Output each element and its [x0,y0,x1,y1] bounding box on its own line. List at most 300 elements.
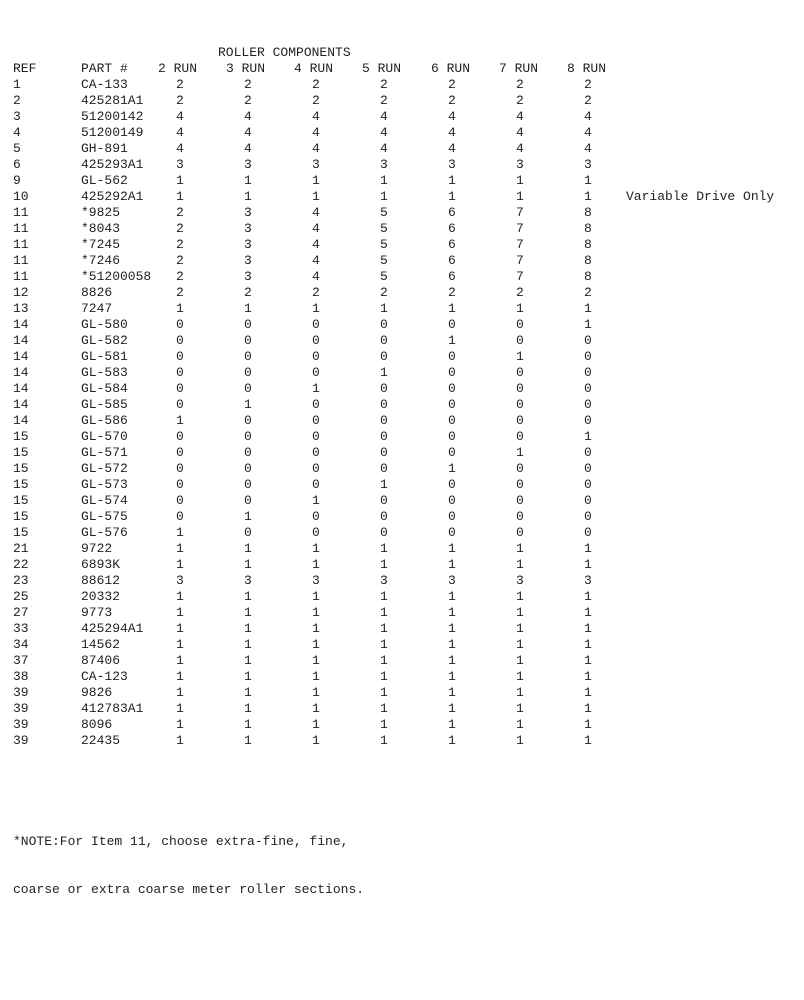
qty-cell-run-8: 8 [584,205,592,220]
qty-cell-run-6: 0 [448,365,456,380]
part-number-cell: GL-582 [81,333,128,348]
part-number-cell: GL-576 [81,525,128,540]
table-row [0,525,804,541]
qty-cell-run-7: 2 [516,285,524,300]
qty-cell-run-5: 1 [380,669,388,684]
qty-cell-run-6: 0 [448,445,456,460]
ref-cell: 37 [13,653,29,668]
qty-cell-run-4: 1 [312,301,320,316]
qty-cell-run-6: 0 [448,509,456,524]
qty-cell-run-6: 6 [448,205,456,220]
qty-cell-run-7: 4 [516,125,524,140]
ref-cell: 2 [13,93,21,108]
qty-cell-run-7: 7 [516,253,524,268]
qty-cell-run-2: 1 [176,557,184,572]
qty-cell-run-6: 1 [448,701,456,716]
qty-cell-run-2: 2 [176,269,184,284]
qty-cell-run-7: 0 [516,381,524,396]
qty-cell-run-3: 1 [244,301,252,316]
table-row [0,141,804,157]
ref-cell: 14 [13,413,29,428]
qty-cell-run-4: 0 [312,317,320,332]
qty-cell-run-5: 5 [380,269,388,284]
qty-cell-run-4: 2 [312,77,320,92]
qty-cell-run-8: 0 [584,525,592,540]
qty-cell-run-2: 1 [176,669,184,684]
qty-cell-run-8: 0 [584,365,592,380]
qty-cell-run-5: 1 [380,557,388,572]
qty-cell-run-6: 0 [448,525,456,540]
ref-cell: 6 [13,157,21,172]
part-number-cell: *51200058 [81,269,152,284]
part-number-cell: GL-581 [81,349,128,364]
qty-cell-run-7: 0 [516,317,524,332]
part-number-cell: 425292A1 [81,189,144,204]
qty-cell-run-5: 1 [380,733,388,748]
qty-cell-run-7: 0 [516,461,524,476]
qty-cell-run-7: 0 [516,509,524,524]
header-run-5: 5 RUN [362,61,402,76]
qty-cell-run-5: 2 [380,93,388,108]
qty-cell-run-7: 0 [516,429,524,444]
qty-cell-run-5: 1 [380,653,388,668]
table-row [0,493,804,509]
qty-cell-run-3: 0 [244,445,252,460]
qty-cell-run-4: 2 [312,285,320,300]
ref-cell: 39 [13,701,29,716]
qty-cell-run-5: 0 [380,429,388,444]
qty-cell-run-5: 4 [380,141,388,156]
qty-cell-run-3: 1 [244,397,252,412]
page-title: ROLLER COMPONENTS [218,45,351,60]
qty-cell-run-3: 4 [244,141,252,156]
part-number-cell: GL-586 [81,413,128,428]
qty-cell-run-2: 1 [176,525,184,540]
qty-cell-run-3: 0 [244,333,252,348]
qty-cell-run-6: 4 [448,109,456,124]
ref-cell: 14 [13,333,29,348]
qty-cell-run-7: 0 [516,525,524,540]
table-row [0,205,804,221]
qty-cell-run-5: 0 [380,397,388,412]
qty-cell-run-5: 0 [380,525,388,540]
qty-cell-run-5: 3 [380,157,388,172]
table-row [0,157,804,173]
qty-cell-run-6: 1 [448,301,456,316]
ref-cell: 9 [13,173,21,188]
ref-cell: 15 [13,461,29,476]
qty-cell-run-8: 0 [584,445,592,460]
qty-cell-run-2: 0 [176,317,184,332]
qty-cell-run-2: 0 [176,509,184,524]
table-row [0,669,804,685]
qty-cell-run-4: 4 [312,141,320,156]
qty-cell-run-3: 1 [244,637,252,652]
qty-cell-run-4: 1 [312,493,320,508]
qty-cell-run-6: 0 [448,397,456,412]
table-row [0,285,804,301]
qty-cell-run-6: 1 [448,717,456,732]
table-row [0,189,804,205]
part-number-cell: 9722 [81,541,113,556]
qty-cell-run-6: 1 [448,333,456,348]
qty-cell-run-3: 2 [244,77,252,92]
part-number-cell: GL-573 [81,477,128,492]
qty-cell-run-8: 1 [584,301,592,316]
qty-cell-run-7: 0 [516,493,524,508]
ref-cell: 33 [13,621,29,636]
qty-cell-run-8: 0 [584,381,592,396]
table-row [0,461,804,477]
ref-cell: 14 [13,365,29,380]
qty-cell-run-5: 3 [380,573,388,588]
qty-cell-run-6: 2 [448,77,456,92]
part-number-cell: *8043 [81,221,121,236]
table-row [0,685,804,701]
part-number-cell: *7246 [81,253,121,268]
qty-cell-run-4: 1 [312,637,320,652]
qty-cell-run-5: 0 [380,317,388,332]
qty-cell-run-8: 1 [584,173,592,188]
part-number-cell: GL-575 [81,509,128,524]
qty-cell-run-4: 0 [312,477,320,492]
qty-cell-run-4: 1 [312,189,320,204]
qty-cell-run-3: 3 [244,253,252,268]
part-number-cell: GL-584 [81,381,128,396]
table-row [0,621,804,637]
qty-cell-run-2: 1 [176,541,184,556]
qty-cell-run-8: 1 [584,541,592,556]
qty-cell-run-5: 4 [380,109,388,124]
qty-cell-run-4: 1 [312,541,320,556]
qty-cell-run-4: 0 [312,461,320,476]
part-number-cell: 87406 [81,653,121,668]
qty-cell-run-7: 1 [516,189,524,204]
table-row [0,397,804,413]
qty-cell-run-6: 1 [448,733,456,748]
table-row [0,413,804,429]
table-row [0,589,804,605]
qty-cell-run-3: 0 [244,525,252,540]
table-row [0,733,804,749]
qty-cell-run-7: 0 [516,333,524,348]
qty-cell-run-7: 0 [516,397,524,412]
qty-cell-run-7: 1 [516,653,524,668]
qty-cell-run-3: 1 [244,621,252,636]
part-number-cell: 51200149 [81,125,144,140]
qty-cell-run-8: 1 [584,669,592,684]
ref-cell: 15 [13,477,29,492]
ref-cell: 3 [13,109,21,124]
ref-cell: 15 [13,429,29,444]
qty-cell-run-4: 4 [312,237,320,252]
qty-cell-run-4: 1 [312,685,320,700]
qty-cell-run-6: 0 [448,413,456,428]
qty-cell-run-8: 0 [584,493,592,508]
qty-cell-run-3: 0 [244,461,252,476]
part-number-cell: GL-571 [81,445,128,460]
header-run-4: 4 RUN [294,61,334,76]
qty-cell-run-2: 0 [176,493,184,508]
row-note: Variable Drive Only [626,189,775,204]
qty-cell-run-8: 2 [584,93,592,108]
part-number-cell: CA-133 [81,77,128,92]
qty-cell-run-7: 1 [516,301,524,316]
qty-cell-run-7: 1 [516,557,524,572]
qty-cell-run-8: 2 [584,285,592,300]
qty-cell-run-8: 1 [584,717,592,732]
qty-cell-run-4: 1 [312,621,320,636]
qty-cell-run-8: 1 [584,605,592,620]
part-number-cell: CA-123 [81,669,128,684]
qty-cell-run-3: 0 [244,413,252,428]
qty-cell-run-4: 4 [312,125,320,140]
qty-cell-run-5: 1 [380,605,388,620]
qty-cell-run-5: 1 [380,301,388,316]
qty-cell-run-5: 1 [380,701,388,716]
qty-cell-run-6: 6 [448,237,456,252]
table-row [0,173,804,189]
qty-cell-run-3: 2 [244,93,252,108]
part-number-cell: GL-580 [81,317,128,332]
qty-cell-run-3: 3 [244,269,252,284]
qty-cell-run-5: 0 [380,333,388,348]
qty-cell-run-5: 0 [380,349,388,364]
qty-cell-run-8: 4 [584,125,592,140]
qty-cell-run-6: 1 [448,589,456,604]
qty-cell-run-3: 3 [244,221,252,236]
qty-cell-run-6: 3 [448,573,456,588]
qty-cell-run-2: 4 [176,125,184,140]
qty-cell-run-4: 4 [312,109,320,124]
table-row [0,477,804,493]
qty-cell-run-5: 1 [380,685,388,700]
qty-cell-run-2: 0 [176,349,184,364]
ref-cell: 14 [13,381,29,396]
header-run-8: 8 RUN [567,61,607,76]
qty-cell-run-2: 0 [176,381,184,396]
part-number-cell: GL-570 [81,429,128,444]
part-number-cell: 425294A1 [81,621,144,636]
part-number-cell: 20332 [81,589,121,604]
qty-cell-run-5: 4 [380,125,388,140]
qty-cell-run-3: 1 [244,605,252,620]
header-ref: REF [13,61,37,76]
qty-cell-run-6: 0 [448,317,456,332]
qty-cell-run-6: 2 [448,285,456,300]
qty-cell-run-7: 0 [516,413,524,428]
ref-cell: 4 [13,125,21,140]
qty-cell-run-4: 0 [312,445,320,460]
qty-cell-run-4: 4 [312,205,320,220]
qty-cell-run-4: 0 [312,397,320,412]
qty-cell-run-3: 1 [244,717,252,732]
qty-cell-run-7: 4 [516,109,524,124]
qty-cell-run-3: 0 [244,477,252,492]
qty-cell-run-3: 0 [244,429,252,444]
qty-cell-run-4: 1 [312,669,320,684]
qty-cell-run-8: 3 [584,157,592,172]
qty-cell-run-4: 2 [312,93,320,108]
qty-cell-run-7: 1 [516,589,524,604]
qty-cell-run-8: 1 [584,317,592,332]
qty-cell-run-2: 1 [176,173,184,188]
table-row [0,509,804,525]
table-row [0,269,804,285]
ref-cell: 15 [13,493,29,508]
qty-cell-run-3: 0 [244,349,252,364]
part-number-cell: 9826 [81,685,113,700]
ref-cell: 1 [13,77,21,92]
qty-cell-run-3: 0 [244,493,252,508]
part-number-cell: 22435 [81,733,121,748]
qty-cell-run-3: 1 [244,189,252,204]
qty-cell-run-2: 1 [176,701,184,716]
table-row [0,317,804,333]
part-number-cell: *7245 [81,237,121,252]
ref-cell: 39 [13,717,29,732]
qty-cell-run-4: 0 [312,333,320,348]
table-row [0,349,804,365]
qty-cell-run-2: 1 [176,717,184,732]
qty-cell-run-4: 1 [312,701,320,716]
table-row [0,653,804,669]
ref-cell: 14 [13,349,29,364]
qty-cell-run-2: 2 [176,221,184,236]
qty-cell-run-7: 7 [516,221,524,236]
qty-cell-run-6: 1 [448,653,456,668]
qty-cell-run-4: 3 [312,157,320,172]
qty-cell-run-8: 1 [584,733,592,748]
qty-cell-run-4: 0 [312,525,320,540]
qty-cell-run-5: 5 [380,253,388,268]
qty-cell-run-5: 1 [380,365,388,380]
qty-cell-run-4: 1 [312,733,320,748]
qty-cell-run-5: 0 [380,445,388,460]
qty-cell-run-2: 4 [176,141,184,156]
qty-cell-run-6: 1 [448,669,456,684]
qty-cell-run-5: 1 [380,477,388,492]
ref-cell: 27 [13,605,29,620]
part-number-cell: 412783A1 [81,701,144,716]
qty-cell-run-2: 1 [176,653,184,668]
table-row [0,701,804,717]
qty-cell-run-3: 3 [244,237,252,252]
qty-cell-run-6: 1 [448,621,456,636]
table-row [0,365,804,381]
qty-cell-run-4: 1 [312,173,320,188]
table-row [0,221,804,237]
qty-cell-run-4: 0 [312,509,320,524]
qty-cell-run-3: 1 [244,669,252,684]
qty-cell-run-8: 1 [584,189,592,204]
qty-cell-run-2: 1 [176,413,184,428]
qty-cell-run-2: 4 [176,109,184,124]
qty-cell-run-8: 1 [584,621,592,636]
qty-cell-run-2: 1 [176,733,184,748]
qty-cell-run-6: 1 [448,685,456,700]
qty-cell-run-8: 4 [584,141,592,156]
qty-cell-run-2: 3 [176,573,184,588]
qty-cell-run-3: 1 [244,509,252,524]
part-number-cell: 6893K [81,557,121,572]
part-number-cell: 9773 [81,605,113,620]
qty-cell-run-2: 0 [176,461,184,476]
table-row [0,429,804,445]
qty-cell-run-8: 1 [584,685,592,700]
qty-cell-run-8: 8 [584,237,592,252]
qty-cell-run-5: 1 [380,189,388,204]
qty-cell-run-7: 1 [516,173,524,188]
qty-cell-run-4: 0 [312,413,320,428]
qty-cell-run-2: 0 [176,333,184,348]
qty-cell-run-7: 1 [516,685,524,700]
qty-cell-run-6: 1 [448,189,456,204]
qty-cell-run-4: 0 [312,349,320,364]
qty-cell-run-2: 0 [176,397,184,412]
table-header [0,61,804,77]
qty-cell-run-6: 0 [448,477,456,492]
qty-cell-run-7: 7 [516,269,524,284]
qty-cell-run-6: 0 [448,349,456,364]
qty-cell-run-3: 1 [244,685,252,700]
header-run-2: 2 RUN [158,61,198,76]
ref-cell: 15 [13,525,29,540]
qty-cell-run-5: 1 [380,541,388,556]
ref-cell: 38 [13,669,29,684]
ref-cell: 5 [13,141,21,156]
table-row [0,77,804,93]
qty-cell-run-7: 3 [516,573,524,588]
qty-cell-run-8: 0 [584,349,592,364]
table-row [0,381,804,397]
header-part: PART # [81,61,128,76]
table-row [0,637,804,653]
qty-cell-run-2: 3 [176,157,184,172]
ref-cell: 22 [13,557,29,572]
qty-cell-run-6: 6 [448,221,456,236]
part-number-cell: GL-583 [81,365,128,380]
qty-cell-run-5: 0 [380,381,388,396]
qty-cell-run-7: 1 [516,605,524,620]
qty-cell-run-7: 2 [516,77,524,92]
qty-cell-run-6: 1 [448,173,456,188]
qty-cell-run-3: 3 [244,573,252,588]
qty-cell-run-6: 3 [448,157,456,172]
qty-cell-run-7: 0 [516,477,524,492]
part-number-cell: 425281A1 [81,93,144,108]
ref-cell: 11 [13,205,29,220]
ref-cell: 34 [13,637,29,652]
qty-cell-run-3: 3 [244,205,252,220]
qty-cell-run-7: 1 [516,637,524,652]
qty-cell-run-5: 5 [380,221,388,236]
qty-cell-run-3: 2 [244,285,252,300]
qty-cell-run-4: 1 [312,381,320,396]
qty-cell-run-3: 1 [244,653,252,668]
qty-cell-run-6: 6 [448,253,456,268]
qty-cell-run-8: 1 [584,429,592,444]
qty-cell-run-6: 1 [448,557,456,572]
qty-cell-run-2: 2 [176,93,184,108]
table-row [0,109,804,125]
ref-cell: 11 [13,237,29,252]
qty-cell-run-7: 4 [516,141,524,156]
table-row [0,237,804,253]
qty-cell-run-7: 1 [516,445,524,460]
qty-cell-run-5: 2 [380,285,388,300]
table-row [0,93,804,109]
